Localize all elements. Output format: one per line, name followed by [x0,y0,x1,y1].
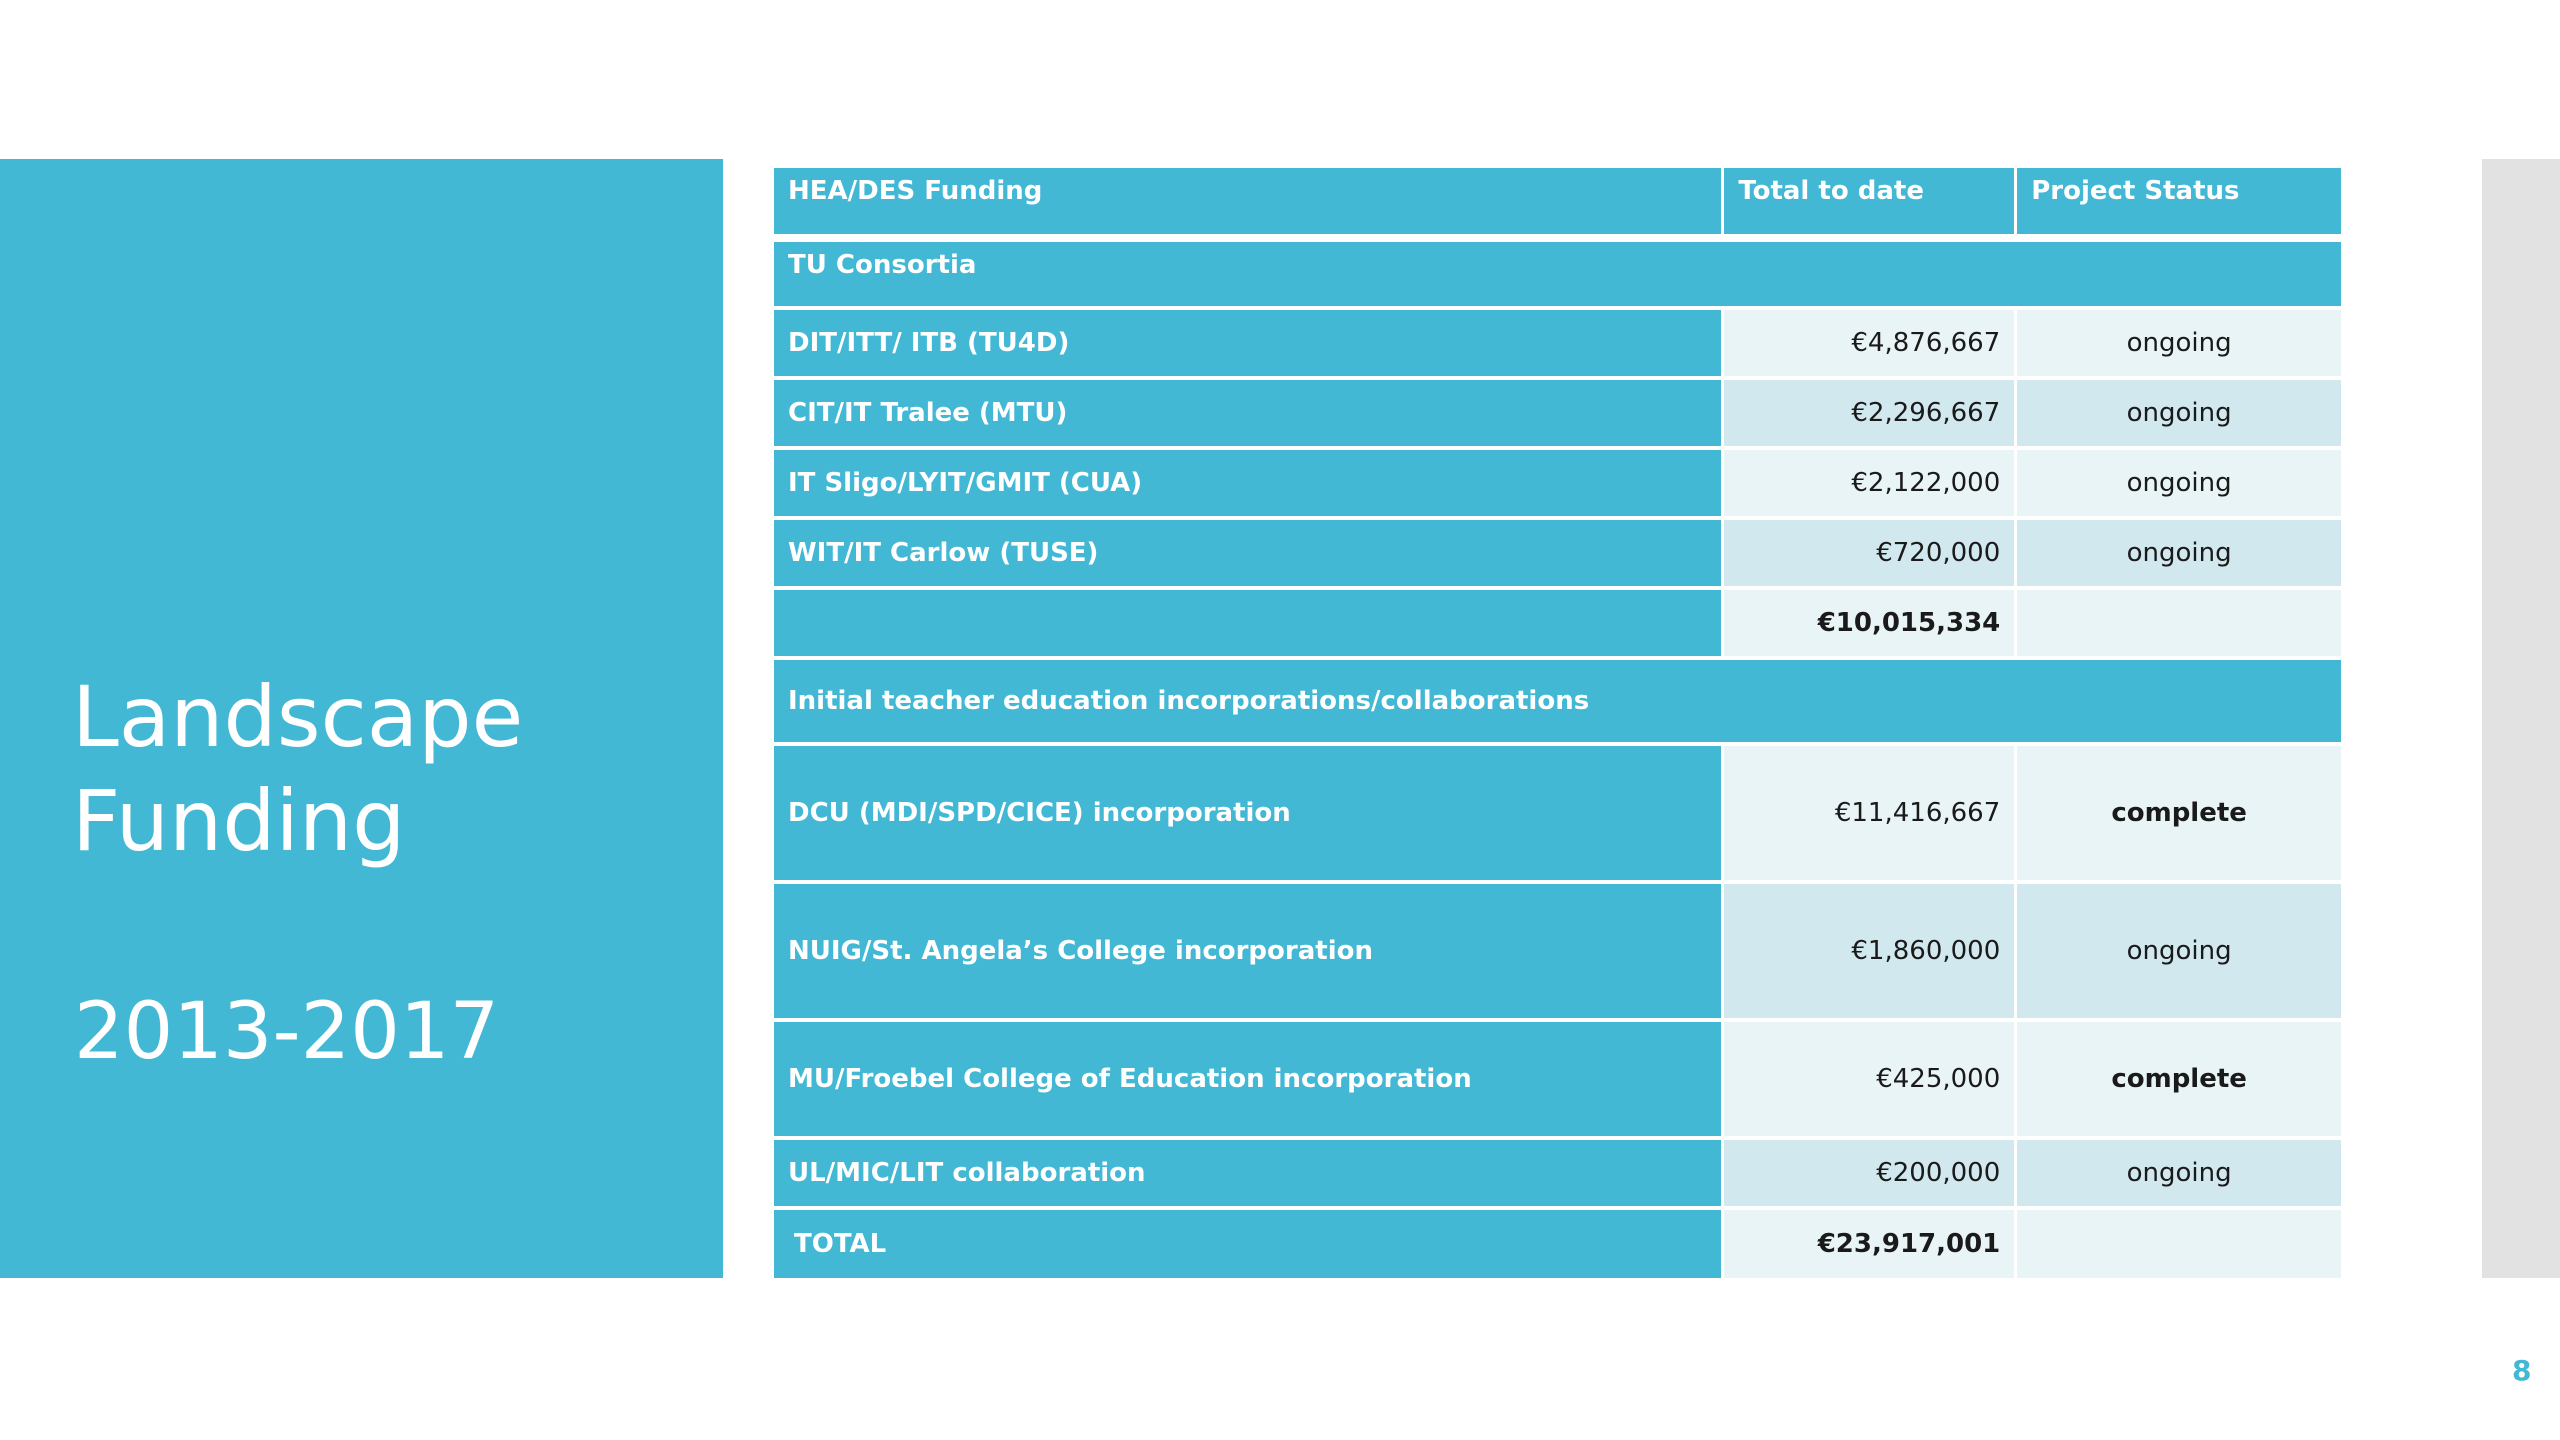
row-total: €1,860,000 [1724,884,2014,1018]
row-total: €11,416,667 [1724,746,2014,880]
row-total: €720,000 [1724,520,2014,586]
total-value: €23,917,001 [1724,1210,2014,1278]
subtotal-status [2017,590,2341,656]
row-status: ongoing [2017,1140,2341,1206]
header-funding: HEA/DES Funding [774,168,1721,234]
row-total: €4,876,667 [1724,310,2014,376]
header-status: Project Status [2017,168,2341,234]
row-status: ongoing [2017,380,2341,446]
title-panel [0,159,723,1278]
row-total: €2,122,000 [1724,450,2014,516]
subtotal-value: €10,015,334 [1724,590,2014,656]
total-label: TOTAL [774,1210,1721,1278]
row-name: IT Sligo/LYIT/GMIT (CUA) [774,450,1721,516]
table-row [774,746,2341,880]
table-row [774,310,2341,376]
row-status: complete [2017,1022,2341,1136]
row-total: €425,000 [1724,1022,2014,1136]
row-total: €200,000 [1724,1140,2014,1206]
row-status: ongoing [2017,310,2341,376]
table-row [774,520,2341,586]
header-total: Total to date [1724,168,2014,234]
side-bar [2482,159,2560,1278]
subtotal-label [774,590,1721,656]
row-name: CIT/IT Tralee (MTU) [774,380,1721,446]
page-number: 8 [2512,1354,2532,1387]
section-teacher-education: Initial teacher education incorporations/collaborations [774,660,2341,742]
row-name: UL/MIC/LIT collaboration [774,1140,1721,1206]
section-tu-consortia: TU Consortia [774,242,2341,306]
subtotal-row [774,590,2341,656]
total-status [2017,1210,2341,1278]
row-status: ongoing [2017,884,2341,1018]
table-row [774,884,2341,1018]
row-name: NUIG/St. Angela’s College incorporation [774,884,1721,1018]
title-line-2: Funding [72,772,406,870]
row-name: MU/Froebel College of Education incorporation [774,1022,1721,1136]
row-name: DIT/ITT/ ITB (TU4D) [774,310,1721,376]
row-status: complete [2017,746,2341,880]
table-header [774,168,2341,234]
table-row [774,450,2341,516]
total-row [774,1210,2341,1278]
table-row [774,1140,2341,1206]
slide-title [72,665,523,873]
title-line-1: Landscape [72,668,524,766]
slide-years: 2013-2017 [74,987,500,1077]
row-total: €2,296,667 [1724,380,2014,446]
table-row [774,1022,2341,1136]
table-row [774,380,2341,446]
row-status: ongoing [2017,520,2341,586]
row-status: ongoing [2017,450,2341,516]
row-name: DCU (MDI/SPD/CICE) incorporation [774,746,1721,880]
row-name: WIT/IT Carlow (TUSE) [774,520,1721,586]
